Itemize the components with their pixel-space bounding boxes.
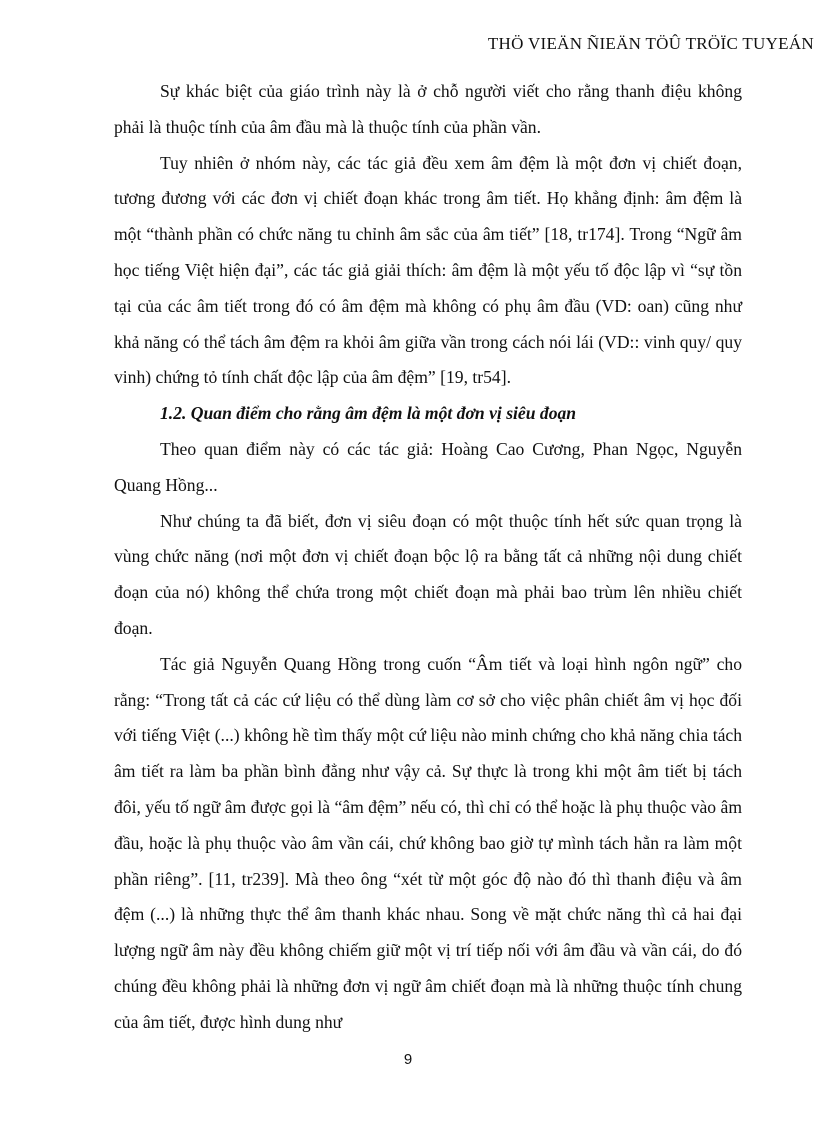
page-number: 9 [403, 1051, 413, 1068]
running-header: THÖ VIEÄN ÑIEÄN TÖÛ TRÖÏC TUYEÁN [487, 34, 814, 53]
section-heading: 1.2. Quan điểm cho rằng âm đệm là một đơn vị siêu đoạn [160, 403, 577, 424]
paragraph: Tuy nhiên ở nhóm này, các tác giả đều xem âm đệm là một đơn vị chiết đoạn, tương đương với các đơn vị chiết đoạn khác trong âm tiết. Họ khẳng định: âm đệm là một “thành phần có chức năng tu chỉnh âm sắc của âm tiết” [18, tr174]. Trong “Ngữ âm học tiếng Việt hiện đại”, các tác giả giải thích: âm đệm là một yếu tố độc lập vì “sự tồn tại của các âm tiết trong đó có âm đệm mà không có phụ âm đầu (VD: oan) cũng như khả năng có thể tách âm đệm ra khỏi âm giữa vần trong cách nói lái (VD:: vinh quy/ quy vinh) chứng tỏ tính chất độc lập của âm đệm” [19, tr54]. [114, 152, 742, 388]
page-body [114, 74, 742, 1041]
paragraph: Tác giả Nguyễn Quang Hồng trong cuốn “Âm tiết và loại hình ngôn ngữ” cho rằng: “Trong tất cả các cứ liệu có thể dùng làm cơ sở cho việc phân chiết âm vị học đối với tiếng Việt (...) không hề tìm thấy một cứ liệu nào minh chứng cho khả năng chia tách âm tiết ra làm ba phần bình đẳng như vậy cả. Sự thực là trong khi một âm tiết bị tách đôi, yếu tố ngữ âm được gọi là “âm đệm” nếu có, thì chỉ có thể hoặc là phụ thuộc vào âm đầu, hoặc là phụ thuộc vào âm vần cái, chứ không bao giờ tự mình tách hẳn ra làm một phần riêng”. [11, tr239]. Mà theo ông “xét từ một góc độ nào đó thì thanh điệu và âm đệm (...) là những thực thể âm thanh khác nhau. Song về mặt chức năng thì cả hai đại lượng ngữ âm này đều không chiếm giữ một vị trí tiếp nối với âm đầu và vần cái, do đó chúng đều không phải là những đơn vị ngữ âm chiết đoạn mà là những thuộc tính chung của âm tiết, được hình dung như [114, 653, 742, 1032]
paragraph: Sự khác biệt của giáo trình này là ở chỗ người viết cho rằng thanh điệu không phải là thuộc tính của âm đầu mà là thuộc tính của phần vần. [114, 81, 742, 137]
paragraph: Như chúng ta đã biết, đơn vị siêu đoạn có một thuộc tính hết sức quan trọng là vùng chức năng (nơi một đơn vị chiết đoạn bộc lộ ra bằng tất cả những nội dung chiết đoạn của nó) không thể chứa trong một chiết đoạn mà phải bao trùm lên nhiều chiết đoạn. [114, 510, 742, 638]
paragraph: Theo quan điểm này có các tác giả: Hoàng Cao Cương, Phan Ngọc, Nguyễn Quang Hồng... [114, 438, 742, 495]
